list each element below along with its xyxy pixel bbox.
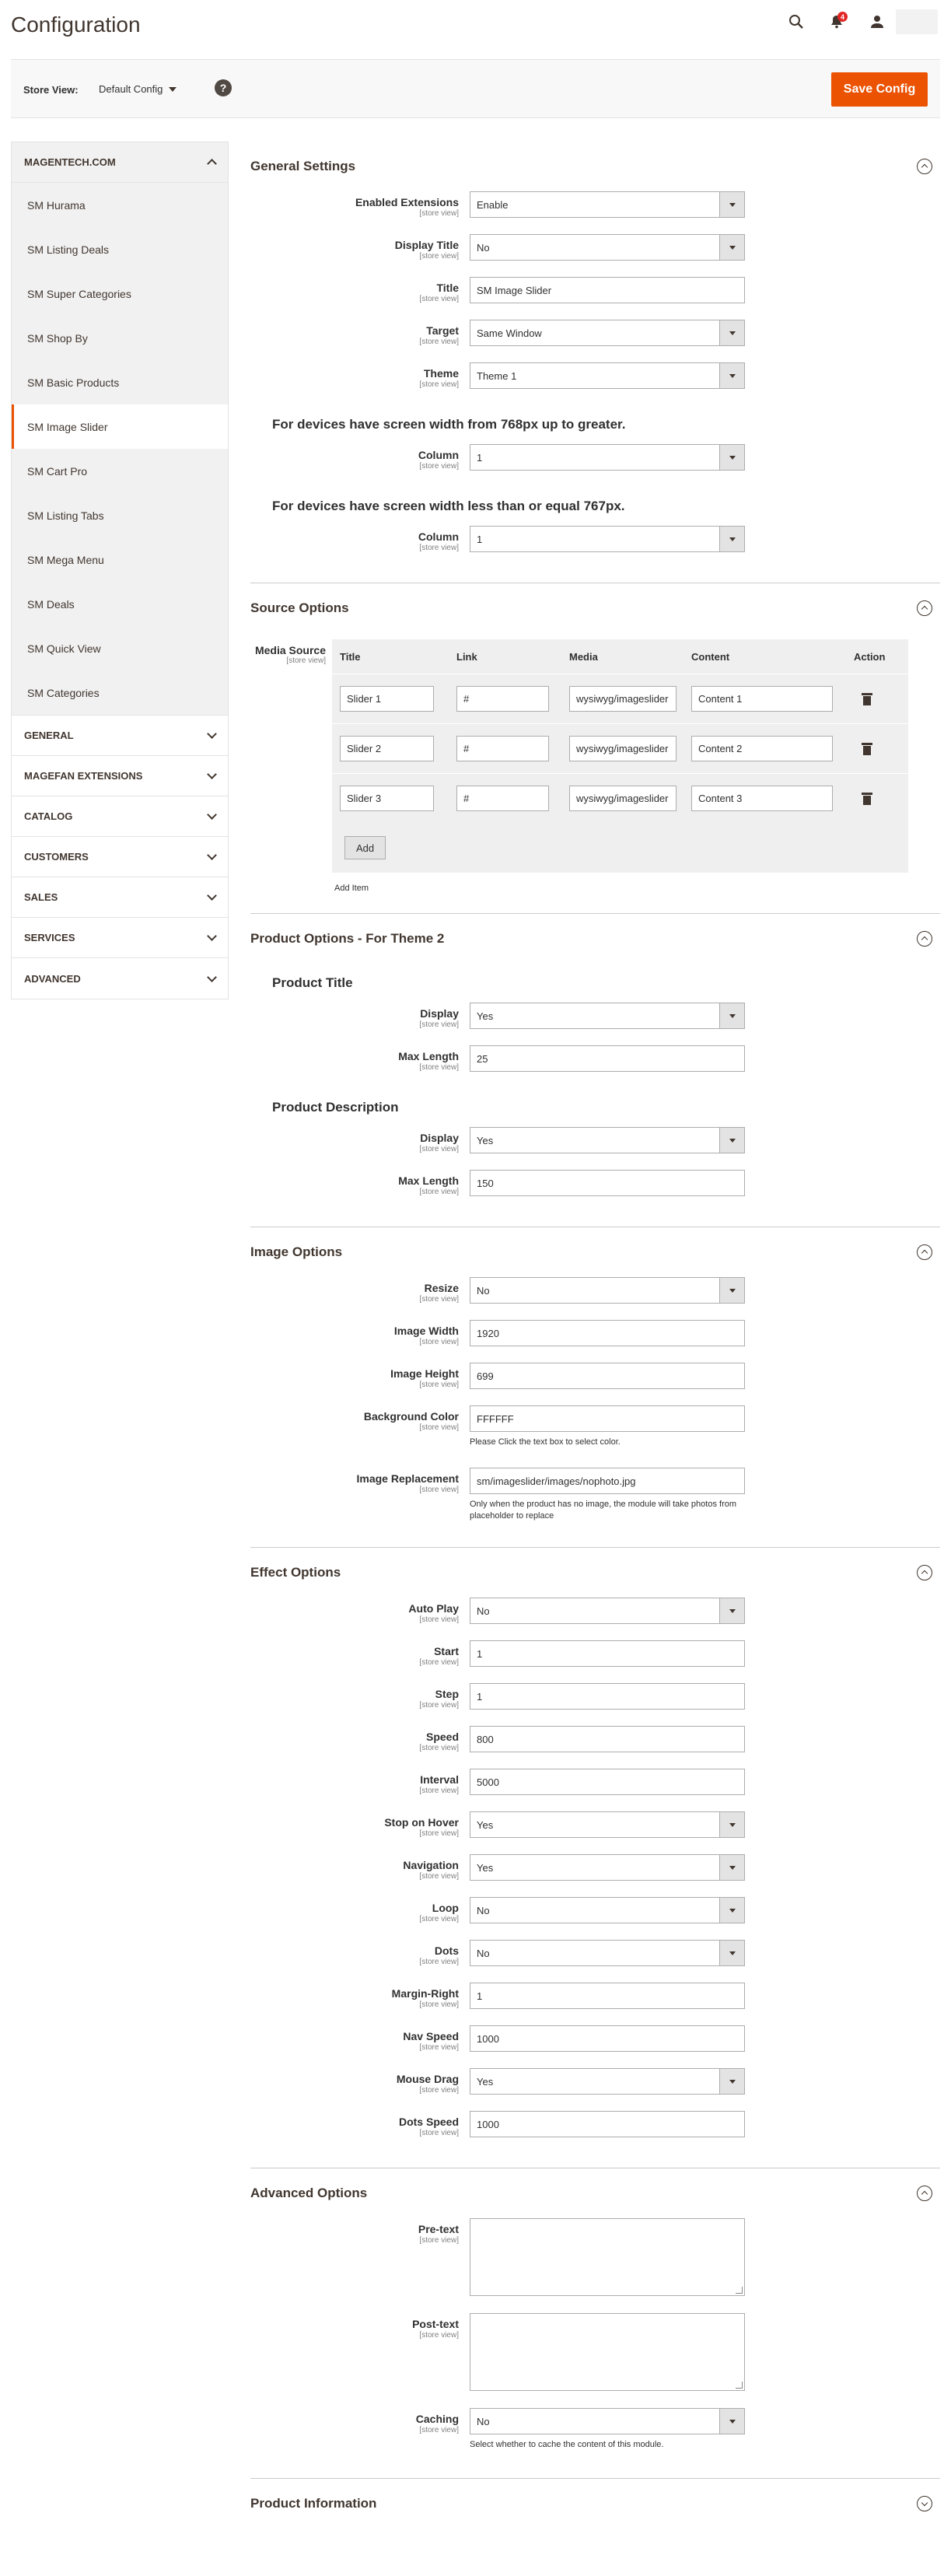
scope-label: [store view] bbox=[286, 656, 326, 665]
section-title: Effect Options bbox=[250, 1565, 341, 1580]
field-row bbox=[250, 1854, 940, 1897]
chevron-down-icon bbox=[719, 363, 744, 388]
field-note: Please Click the text box to select color. bbox=[470, 1437, 621, 1447]
slide-title-input[interactable]: Slider 1 bbox=[340, 686, 434, 712]
scope-label: [store view] bbox=[419, 1787, 459, 1795]
chevron-down-icon bbox=[719, 320, 744, 345]
field-label: Post-text bbox=[412, 2318, 459, 2330]
section-product-information bbox=[250, 2479, 940, 2529]
slide-content-input[interactable]: Content 2 bbox=[691, 736, 833, 761]
scope-label: [store view] bbox=[419, 1701, 459, 1710]
scope-label: [store view] bbox=[419, 462, 459, 471]
select-value: Yes bbox=[477, 2075, 494, 2088]
section-general-settings bbox=[250, 142, 940, 583]
field-row bbox=[250, 362, 940, 405]
scope-label: [store view] bbox=[419, 1338, 459, 1346]
field-row bbox=[250, 1468, 940, 1533]
scope-label: [store view] bbox=[419, 1295, 459, 1304]
field-label: Max Length bbox=[398, 1174, 459, 1187]
chevron-down-icon bbox=[719, 1128, 744, 1153]
select-value: Same Window bbox=[477, 327, 542, 339]
display-title-select[interactable] bbox=[470, 234, 745, 261]
chevron-down-icon bbox=[719, 235, 744, 260]
store-view-label: Store View: bbox=[23, 84, 79, 96]
slide-media-input[interactable]: wysiwyg/imageslider bbox=[569, 786, 677, 811]
field-row bbox=[250, 2313, 940, 2408]
field-row bbox=[250, 1897, 940, 1940]
field-label: Target bbox=[426, 324, 459, 337]
field-row bbox=[250, 2111, 940, 2154]
scope-label: [store view] bbox=[419, 1145, 459, 1153]
table-row bbox=[332, 723, 908, 773]
section-image-options bbox=[250, 1227, 940, 1548]
chevron-down-icon bbox=[719, 1598, 744, 1623]
sidebar-tab-label: MAGEFAN EXTENSIONS bbox=[24, 770, 143, 782]
target-select[interactable] bbox=[470, 320, 745, 346]
chevron-down-icon bbox=[719, 1855, 744, 1880]
sidebar-item[interactable]: SM Mega Menu bbox=[27, 553, 104, 566]
field-row bbox=[250, 1940, 940, 1983]
scope-label: [store view] bbox=[419, 2043, 459, 2052]
chevron-down-icon bbox=[207, 769, 217, 779]
field-label: Margin-Right bbox=[391, 1987, 459, 2000]
slide-title-input[interactable]: Slider 3 bbox=[340, 786, 434, 811]
field-label: Caching bbox=[415, 2413, 459, 2425]
user-icon[interactable] bbox=[865, 9, 890, 34]
chevron-down-icon bbox=[207, 891, 217, 901]
section-header[interactable] bbox=[250, 142, 940, 191]
table-row bbox=[332, 773, 908, 823]
field-row bbox=[250, 1598, 940, 1640]
sidebar-tab-label: SERVICES bbox=[24, 932, 75, 943]
interval-input[interactable]: 5000 bbox=[470, 1769, 745, 1795]
caching-select[interactable] bbox=[470, 2408, 745, 2434]
sub-heading: Product Description bbox=[272, 1100, 399, 1115]
select-value: No bbox=[477, 241, 490, 254]
field-label: Mouse Drag bbox=[396, 2073, 459, 2085]
field-label: Background Color bbox=[363, 1410, 459, 1423]
section-advanced-options bbox=[250, 2168, 940, 2479]
field-row bbox=[250, 1045, 940, 1088]
section-product-options bbox=[250, 914, 940, 1227]
start-input[interactable]: 1 bbox=[470, 1640, 745, 1667]
image-height-input[interactable]: 699 bbox=[470, 1363, 745, 1389]
product-desc-display-select[interactable] bbox=[470, 1127, 745, 1153]
page-header bbox=[0, 0, 951, 51]
sidebar-item[interactable]: SM Basic Products bbox=[27, 376, 120, 389]
field-row bbox=[250, 191, 940, 234]
scope-label: [store view] bbox=[419, 1020, 459, 1029]
section-header[interactable] bbox=[250, 914, 940, 964]
scope-label: [store view] bbox=[419, 1872, 459, 1881]
post-text-textarea[interactable] bbox=[470, 2313, 745, 2391]
field-label: Interval bbox=[420, 1773, 459, 1786]
slide-title-input[interactable]: Slider 2 bbox=[340, 736, 434, 761]
column-header: Title bbox=[340, 650, 361, 663]
sub-heading: For devices have screen width less than or equal 767px. bbox=[272, 499, 625, 513]
field-label: Resize bbox=[424, 1282, 459, 1294]
select-value: Yes bbox=[477, 1010, 494, 1022]
image-width-input[interactable]: 1920 bbox=[470, 1320, 745, 1346]
sidebar-tab-catalog[interactable] bbox=[12, 796, 228, 837]
section-title: Product Information bbox=[250, 2496, 377, 2511]
section-effect-options bbox=[250, 1548, 940, 2168]
chevron-down-icon bbox=[719, 445, 744, 470]
trash-icon[interactable] bbox=[862, 743, 872, 755]
scope-label: [store view] bbox=[419, 380, 459, 389]
chevron-down-icon bbox=[719, 1941, 744, 1965]
field-label: Dots bbox=[434, 1944, 459, 1957]
store-view-value: Default Config bbox=[99, 83, 163, 95]
field-row bbox=[250, 526, 940, 569]
section-title: Source Options bbox=[250, 600, 349, 615]
section-title: General Settings bbox=[250, 159, 356, 173]
theme-select[interactable] bbox=[470, 362, 745, 389]
slide-content-input[interactable]: Content 1 bbox=[691, 686, 833, 712]
sidebar-tab-label: CUSTOMERS bbox=[24, 851, 89, 863]
field-label: Enabled Extensions bbox=[355, 196, 459, 208]
sidebar-tab-sales[interactable] bbox=[12, 877, 228, 918]
column-header: Action bbox=[854, 650, 886, 663]
field-label: Nav Speed bbox=[403, 2030, 459, 2042]
sidebar-item[interactable]: SM Shop By bbox=[27, 331, 88, 345]
chevron-down-icon bbox=[719, 527, 744, 551]
collapse-icon[interactable] bbox=[917, 2186, 932, 2201]
chevron-down-icon bbox=[719, 1003, 744, 1028]
help-icon[interactable]: ? bbox=[215, 79, 232, 96]
field-row bbox=[250, 1170, 940, 1213]
section-title: Advanced Options bbox=[250, 2186, 368, 2200]
scope-label: [store view] bbox=[419, 1744, 459, 1752]
field-label: Theme bbox=[423, 367, 459, 380]
background-color-input[interactable]: FFFFFF bbox=[470, 1405, 745, 1432]
field-label: Auto Play bbox=[408, 1602, 459, 1615]
sidebar-item[interactable]: SM Cart Pro bbox=[27, 464, 88, 478]
resize-select[interactable] bbox=[470, 1277, 745, 1304]
chevron-down-icon bbox=[719, 192, 744, 217]
sidebar-tab-label: CATALOG bbox=[24, 810, 73, 822]
pre-text-textarea[interactable] bbox=[470, 2218, 745, 2296]
trash-icon[interactable] bbox=[862, 793, 872, 805]
margin-right-input[interactable]: 1 bbox=[470, 1983, 745, 2009]
expand-icon[interactable] bbox=[917, 2496, 932, 2511]
scope-label: [store view] bbox=[419, 2236, 459, 2245]
scope-label: [store view] bbox=[419, 209, 459, 218]
field-row bbox=[250, 1320, 940, 1363]
sidebar-tab-label: ADVANCED bbox=[24, 972, 81, 985]
select-value: Yes bbox=[477, 1818, 494, 1831]
field-label: Pre-text bbox=[418, 2223, 459, 2235]
section-header[interactable] bbox=[250, 583, 940, 633]
column-header: Media bbox=[569, 650, 598, 663]
chevron-down-icon bbox=[719, 2409, 744, 2434]
select-value: 1 bbox=[477, 533, 483, 545]
scope-label: [store view] bbox=[419, 2000, 459, 2009]
loop-select[interactable] bbox=[470, 1897, 745, 1923]
save-config-button[interactable]: Save Config bbox=[831, 72, 928, 107]
sidebar-tab-magefan[interactable] bbox=[12, 756, 228, 796]
section-title: Product Options - For Theme 2 bbox=[250, 931, 445, 946]
speed-input[interactable]: 800 bbox=[470, 1726, 745, 1752]
search-icon[interactable] bbox=[784, 9, 809, 34]
product-desc-max-length-input[interactable]: 150 bbox=[470, 1170, 745, 1196]
scope-label: [store view] bbox=[419, 544, 459, 552]
auto-play-select[interactable] bbox=[470, 1598, 745, 1624]
field-label: Loop bbox=[432, 1902, 459, 1914]
field-row bbox=[250, 2025, 940, 2068]
field-label: Display bbox=[420, 1132, 459, 1144]
scope-label: [store view] bbox=[419, 252, 459, 261]
field-row bbox=[250, 2408, 940, 2464]
product-title-display-select[interactable] bbox=[470, 1003, 745, 1029]
sidebar-tab-label: GENERAL bbox=[24, 730, 74, 741]
chevron-down-icon bbox=[719, 1278, 744, 1303]
title-input[interactable]: SM Image Slider bbox=[470, 277, 745, 303]
scope-label: [store view] bbox=[419, 1829, 459, 1838]
sidebar-tab-advanced[interactable] bbox=[12, 958, 228, 999]
notifications-bell-icon[interactable] bbox=[824, 9, 849, 34]
sidebar-tab-services[interactable] bbox=[12, 918, 228, 958]
field-row bbox=[250, 2218, 940, 2313]
chevron-down-icon bbox=[207, 850, 217, 860]
scope-label: [store view] bbox=[419, 2331, 459, 2340]
stop-on-hover-select[interactable] bbox=[470, 1811, 745, 1838]
scope-label: [store view] bbox=[419, 1188, 459, 1196]
section-header[interactable] bbox=[250, 1548, 940, 1598]
sidebar-submenu bbox=[12, 183, 228, 716]
field-label: Media Source bbox=[254, 644, 326, 656]
field-label: Image Height bbox=[390, 1367, 459, 1380]
scope-label: [store view] bbox=[419, 1486, 459, 1494]
scope-label: [store view] bbox=[419, 2086, 459, 2095]
scope-label: [store view] bbox=[419, 1958, 459, 1966]
image-replacement-input[interactable]: sm/imageslider/images/nophoto.jpg bbox=[470, 1468, 745, 1494]
navigation-select[interactable] bbox=[470, 1854, 745, 1881]
sidebar-item[interactable]: SM Listing Deals bbox=[27, 243, 110, 256]
scope-label: [store view] bbox=[419, 1063, 459, 1072]
select-value: No bbox=[477, 1284, 490, 1297]
field-label: Display Title bbox=[394, 239, 459, 251]
sidebar-item-active[interactable]: SM Image Slider bbox=[12, 404, 228, 449]
section-header[interactable] bbox=[250, 1227, 940, 1277]
chevron-down-icon bbox=[207, 972, 217, 982]
collapse-icon[interactable] bbox=[917, 600, 932, 616]
dots-select[interactable] bbox=[470, 1940, 745, 1966]
field-row bbox=[250, 234, 940, 277]
sidebar-tab-customers[interactable] bbox=[12, 837, 228, 877]
sub-heading: For devices have screen width from 768px up to greater. bbox=[272, 417, 626, 432]
select-value: 1 bbox=[477, 451, 483, 464]
nav-speed-input[interactable]: 1000 bbox=[470, 2025, 745, 2052]
sidebar-tab-label: MAGENTECH.COM bbox=[24, 156, 116, 168]
sidebar-item[interactable]: SM Hurama bbox=[27, 198, 86, 212]
field-row bbox=[250, 277, 940, 320]
section-header[interactable] bbox=[250, 2168, 940, 2218]
scope-label: [store view] bbox=[419, 2129, 459, 2137]
field-label: Speed bbox=[425, 1731, 459, 1743]
field-row bbox=[250, 1683, 940, 1726]
product-title-max-length-input[interactable]: 25 bbox=[470, 1045, 745, 1072]
field-row bbox=[250, 444, 940, 487]
column-small-select[interactable] bbox=[470, 526, 745, 552]
chevron-down-icon bbox=[207, 810, 217, 820]
chevron-down-icon bbox=[719, 1898, 744, 1923]
field-label: Display bbox=[420, 1007, 459, 1020]
scope-label: [store view] bbox=[419, 295, 459, 303]
collapse-icon[interactable] bbox=[917, 1244, 932, 1260]
sidebar-item[interactable]: SM Quick View bbox=[27, 642, 101, 655]
sub-heading: Product Title bbox=[272, 975, 353, 990]
mouse-drag-select[interactable] bbox=[470, 2068, 745, 2095]
field-row bbox=[250, 1127, 940, 1170]
page-title: Configuration bbox=[11, 12, 141, 37]
scope-label: [store view] bbox=[419, 1423, 459, 1432]
sidebar-tab-label: SALES bbox=[24, 891, 58, 903]
collapse-icon[interactable] bbox=[917, 931, 932, 947]
chevron-down-icon bbox=[719, 2069, 744, 2094]
step-input[interactable]: 1 bbox=[470, 1683, 745, 1710]
scope-label: [store view] bbox=[419, 338, 459, 346]
select-value: No bbox=[477, 2415, 490, 2427]
sidebar-item[interactable]: SM Deals bbox=[27, 597, 75, 611]
field-row bbox=[250, 1811, 940, 1854]
column-large-select[interactable] bbox=[470, 444, 745, 471]
field-row bbox=[250, 1363, 940, 1405]
table-header bbox=[332, 639, 908, 674]
select-value: Theme 1 bbox=[477, 369, 517, 382]
sidebar-item[interactable]: SM Categories bbox=[27, 686, 100, 699]
field-row bbox=[250, 320, 940, 362]
field-note: Select whether to cache the content of this module. bbox=[470, 2440, 664, 2449]
sidebar-tab-magentech[interactable] bbox=[12, 142, 228, 183]
field-label: Start bbox=[434, 1645, 459, 1657]
scope-label: [store view] bbox=[419, 1658, 459, 1667]
media-source-table bbox=[332, 639, 908, 873]
trash-icon[interactable] bbox=[862, 693, 872, 705]
collapse-icon[interactable] bbox=[917, 1565, 932, 1580]
select-value: No bbox=[477, 1904, 490, 1916]
user-account-menu[interactable] bbox=[896, 9, 938, 34]
field-row bbox=[250, 1640, 940, 1683]
collapse-icon[interactable] bbox=[917, 159, 932, 174]
scope-label: [store view] bbox=[419, 1381, 459, 1389]
store-view-switcher[interactable] bbox=[99, 83, 177, 95]
slide-link-input[interactable]: # bbox=[456, 736, 549, 761]
add-item-hint: Add Item bbox=[334, 884, 369, 893]
select-value: Yes bbox=[477, 1134, 494, 1146]
select-value: Enable bbox=[477, 198, 509, 211]
table-footer bbox=[332, 823, 908, 873]
field-label: Title bbox=[436, 282, 459, 294]
column-header: Link bbox=[456, 650, 477, 663]
field-note: Only when the product has no image, the module will take photos from placeholder to replace bbox=[470, 1500, 737, 1521]
field-label: Image Replacement bbox=[356, 1472, 459, 1485]
field-label: Column bbox=[418, 449, 459, 461]
chevron-down-icon bbox=[207, 729, 217, 739]
notifications-count-badge: 4 bbox=[837, 12, 848, 22]
enabled-extensions-select[interactable] bbox=[470, 191, 745, 218]
field-label: Image Width bbox=[393, 1325, 459, 1337]
slide-link-input[interactable]: # bbox=[456, 786, 549, 811]
scope-label: [store view] bbox=[419, 1615, 459, 1624]
select-value: No bbox=[477, 1605, 490, 1617]
config-sidebar bbox=[11, 142, 229, 999]
select-value: Yes bbox=[477, 1861, 494, 1874]
scope-label: [store view] bbox=[419, 2426, 459, 2434]
slide-media-input[interactable]: wysiwyg/imageslider bbox=[569, 736, 677, 761]
chevron-down-icon bbox=[207, 931, 217, 941]
config-main bbox=[250, 142, 940, 2529]
dots-speed-input[interactable]: 1000 bbox=[470, 2111, 745, 2137]
table-row bbox=[332, 674, 908, 723]
select-value: No bbox=[477, 1947, 490, 1959]
store-view-bar bbox=[11, 59, 940, 118]
field-label: Stop on Hover bbox=[384, 1816, 459, 1829]
field-label: Column bbox=[418, 530, 459, 543]
field-row bbox=[250, 1277, 940, 1320]
field-row bbox=[250, 1003, 940, 1045]
field-label: Step bbox=[435, 1688, 459, 1700]
field-row bbox=[250, 2068, 940, 2111]
field-label: Max Length bbox=[398, 1050, 459, 1062]
slide-content-input[interactable]: Content 3 bbox=[691, 786, 833, 811]
section-title: Image Options bbox=[250, 1244, 343, 1259]
section-source-options bbox=[250, 583, 940, 914]
sidebar-tab-general[interactable] bbox=[12, 716, 228, 756]
field-row bbox=[250, 1769, 940, 1811]
sidebar-item[interactable]: SM Super Categories bbox=[27, 287, 131, 300]
field-row bbox=[250, 1983, 940, 2025]
sidebar-item[interactable]: SM Listing Tabs bbox=[27, 509, 104, 522]
field-label: Dots Speed bbox=[398, 2116, 459, 2128]
scope-label: [store view] bbox=[419, 1915, 459, 1923]
field-row bbox=[250, 1405, 940, 1468]
field-row bbox=[250, 1726, 940, 1769]
chevron-up-icon bbox=[207, 159, 217, 169]
chevron-down-icon bbox=[719, 1812, 744, 1837]
column-header: Content bbox=[691, 650, 730, 663]
chevron-down-icon bbox=[169, 87, 177, 92]
section-header[interactable] bbox=[250, 2479, 940, 2529]
field-label: Navigation bbox=[403, 1859, 459, 1871]
slide-link-input[interactable]: # bbox=[456, 686, 549, 712]
slide-media-input[interactable]: wysiwyg/imageslider bbox=[569, 686, 677, 712]
add-row-button[interactable]: Add bbox=[344, 836, 386, 859]
